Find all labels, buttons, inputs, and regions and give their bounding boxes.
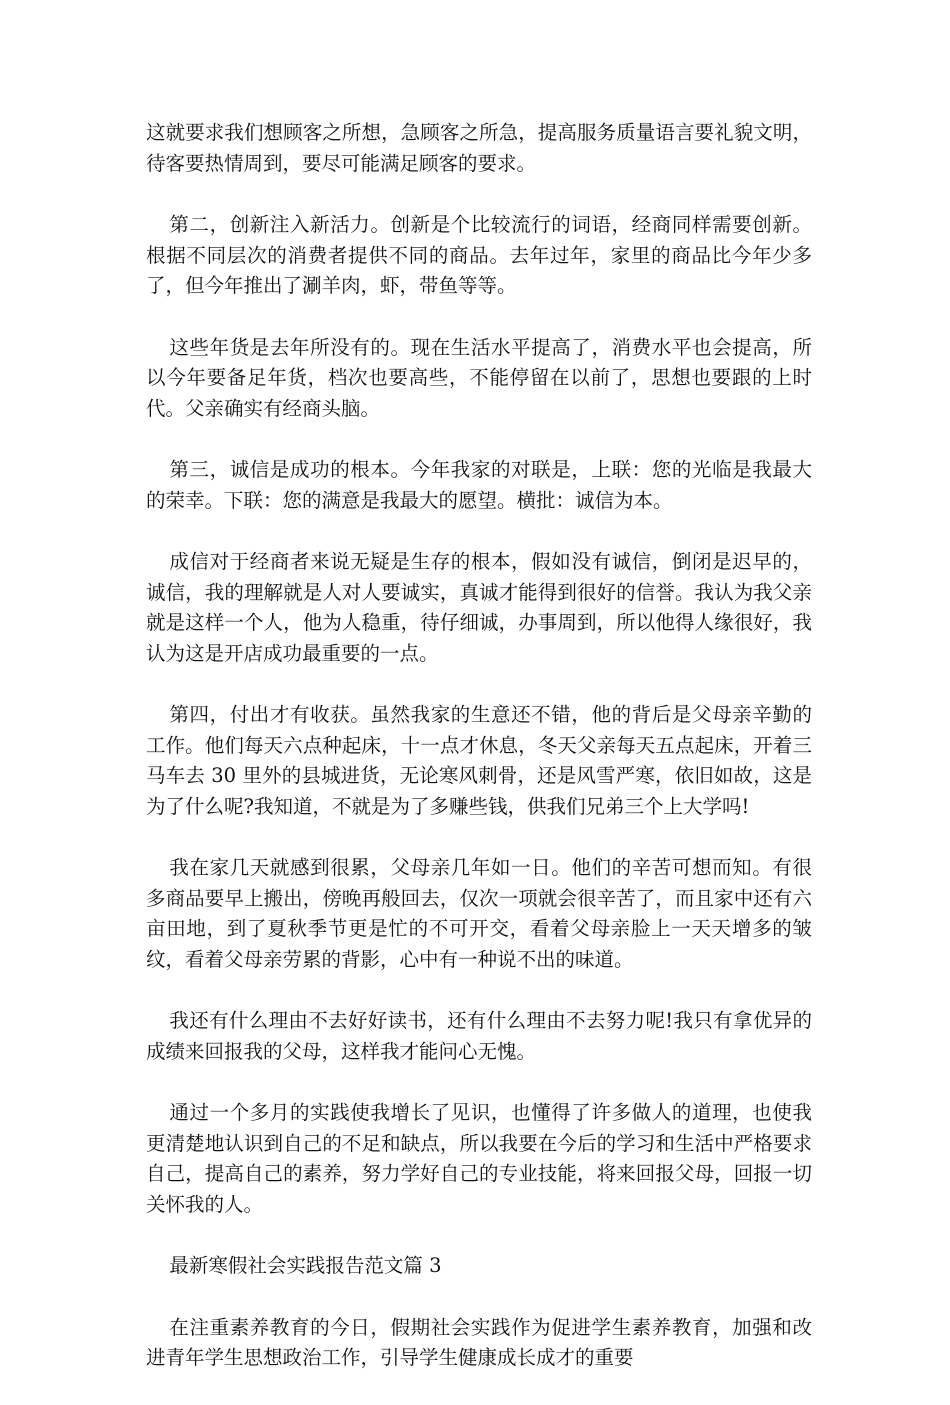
paragraph-quality-education: 在注重素养教育的今日，假期社会实践作为促进学生素养教育，加强和改进青年学生思想政治工作，引导学生健康成长成才的重要 bbox=[146, 1315, 812, 1369]
section-heading: 最新寒假社会实践报告范文篇 3 bbox=[169, 1254, 442, 1277]
paragraph-integrity: 第三，诚信是成功的根本。今年我家的对联是，上联：您的光临是我最大的荣幸。下联：您的满意是我最大的愿望。横批：诚信为本。 bbox=[146, 458, 812, 512]
paragraph-new-year-goods: 这些年货是去年所没有的。现在生活水平提高了，消费水平也会提高，所以今年要备足年货，档次也要高些，不能停留在以前了，思想也要跟的上时代。父亲确实有经商头脑。 bbox=[146, 335, 812, 420]
paragraph-honesty: 成信对于经商者来说无疑是生存的根本，假如没有诚信，倒闭是迟早的，诚信，我的理解就是人对人要诚实，真诚才能得到很好的信誉。我认为我父亲就是这样一个人，他为人稳重，待仔细诚，办事周到，所以他得人缘很好，我认为这是开店成功最重要的一点。 bbox=[146, 550, 812, 665]
paragraph-study-resolve: 我还有什么理由不去好好读书，还有什么理由不去努力呢!我只有拿优异的成绩来回报我的父母，这样我才能问心无愧。 bbox=[146, 1009, 812, 1063]
document-page bbox=[146, 118, 812, 1405]
paragraph-parents-hardship: 我在家几天就感到很累，父母亲几年如一日。他们的辛苦可想而知。有很多商品要早上搬出，傍晚再般回去，仅次一项就会很辛苦了，而且家中还有六亩田地，到了夏秋季节更是忙的不可开交，看着父母亲脸上一天天增多的皱纹，看着父母亲劳累的背影，心中有一种说不出的味道。 bbox=[146, 856, 812, 971]
paragraph-innovation: 第二，创新注入新活力。创新是个比较流行的词语，经商同样需要创新。根据不同层次的消费者提供不同的商品。去年过年，家里的商品比今年少多了，但今年推出了涮羊肉，虾，带鱼等等。 bbox=[146, 213, 812, 297]
paragraph-practice-summary: 通过一个多月的实践使我增长了见识，也懂得了许多做人的道理，也使我更清楚地认识到自己的不足和缺点，所以我要在今后的学习和生活中严格要求自己，提高自己的素养，努力学好自己的专业技能，将来回报父母，回报一切关怀我的人。 bbox=[146, 1101, 812, 1216]
paragraph-customer-service: 这就要求我们想顾客之所想，急顾客之所急，提高服务质量语言要礼貌文明，待客要热情周到，要尽可能满足顾客的要求。 bbox=[146, 121, 812, 175]
paragraph-effort: 第四，付出才有收获。虽然我家的生意还不错，他的背后是父母亲辛勤的工作。他们每天六点种起床，十一点才休息，冬天父亲每天五点起床，开着三马车去 30 里外的县城进货，无论寒风刺骨，还是风雪严寒，依旧如故，这是为了什么呢?我知道，不就是为了多赚些钱，供我们兄弟三个上大学吗! bbox=[146, 703, 812, 818]
